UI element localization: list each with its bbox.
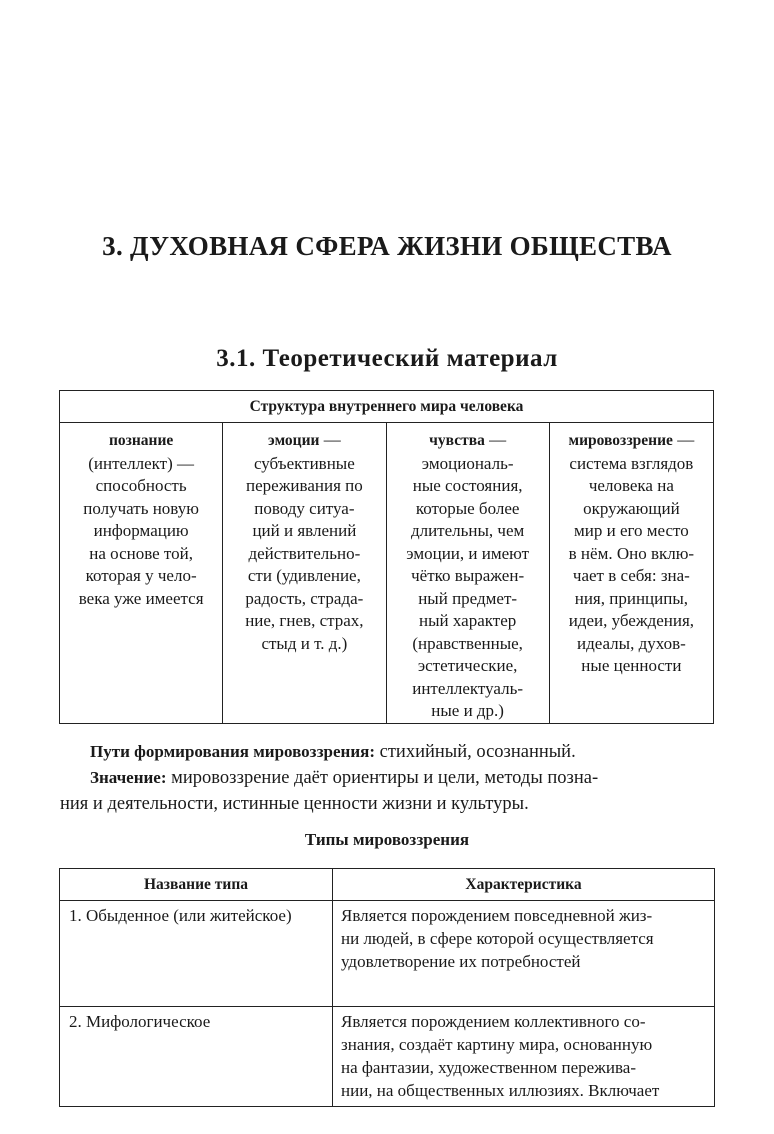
- term-worldview: мировоззрение: [568, 432, 673, 449]
- cell-line: человека на: [588, 476, 674, 495]
- type-characteristic: [333, 901, 715, 1007]
- cell-line: интеллектуаль-: [412, 678, 524, 698]
- cell-line: субъективные: [253, 453, 355, 473]
- type-characteristic: [333, 1007, 715, 1107]
- cell-line: эмоциональ-: [421, 453, 514, 473]
- paragraph-label: Пути формирования мировоззрения:: [90, 742, 375, 761]
- cell-line: ный характер: [419, 611, 517, 630]
- paragraph-text: стихийный, осознанный.: [375, 742, 576, 762]
- cell-line: чает в себя: зна-: [572, 566, 690, 585]
- cell-line: длительны, чем: [410, 521, 525, 540]
- cell-line: идеалы, духов-: [576, 633, 686, 653]
- structure-table: [59, 390, 714, 724]
- cell-line: поводу ситуа-: [254, 498, 355, 518]
- cell-line: действительно-: [248, 543, 361, 563]
- chapter-title: 3. ДУХОВНАЯ СФЕРА ЖИЗНИ ОБЩЕСТВА: [102, 231, 672, 261]
- cell-line: ные и др.): [431, 701, 504, 720]
- types-table: [59, 868, 715, 1107]
- paragraph-label: Значение:: [90, 768, 167, 787]
- column-header-characteristic: Характеристика: [333, 869, 715, 901]
- cell-line: ные состояния,: [412, 476, 523, 495]
- cell-line: система взглядов: [569, 453, 694, 473]
- meaning-paragraph: [60, 765, 716, 791]
- cell-line: Является порождением повседневной жиз-: [341, 906, 653, 925]
- worldview-formation-paragraph: [60, 739, 716, 765]
- table-row: [60, 1007, 715, 1107]
- cell-line: эмоции, и имеют: [406, 543, 530, 563]
- cell-line: получать новую: [83, 498, 199, 518]
- cell-line: ние, гнев, страх,: [245, 611, 364, 630]
- cell-line: сти (удивление,: [247, 566, 361, 585]
- cell-line: удовлетворение их потребностей: [341, 952, 581, 971]
- structure-table-header: Структура внутреннего мира человека: [60, 391, 713, 423]
- term-feelings: чувства: [429, 432, 485, 449]
- cell-line: в нём. Оно вклю-: [568, 543, 695, 563]
- cell-line: знания, создаёт картину мира, основанную: [341, 1035, 653, 1054]
- cell-line: ный предмет-: [418, 588, 518, 608]
- cell-line: окружающий: [583, 498, 680, 518]
- type-name: 1. Обыденное (или житейское): [60, 901, 333, 1007]
- cell-line: переживания по: [246, 476, 363, 495]
- cell-line: (интеллект) —: [88, 453, 194, 473]
- cell-line: ций и явлений: [252, 521, 357, 540]
- cell-line: ни людей, в сфере которой осуществляется: [341, 929, 654, 948]
- cell-line: на основе той,: [89, 543, 193, 563]
- type-name: 2. Мифологическое: [60, 1007, 333, 1107]
- structure-column-cognition: [60, 423, 223, 723]
- structure-column-worldview: мировоззрение — система взглядов человека на окружающий мир и его место в нём. Оно вклю- чает в себя: зна- ния, принципы, идеи, убеждения, идеалы, духов- ные ценности: [550, 423, 713, 723]
- types-table-header-row: [60, 869, 715, 901]
- paragraph-text: мировоззрение даёт ориентиры и цели, методы позна-: [166, 768, 599, 788]
- structure-column-emotions: эмоции — субъективные переживания по поводу ситуа- ций и явлений действительно- сти (удивление, радость, страда- ние, гнев, страх, стыд и т. д.): [223, 423, 386, 723]
- cell-line: стыд и т. д.): [261, 633, 348, 653]
- meaning-paragraph-line2: ния и деятельности, истинные ценности жизни и культуры.: [60, 794, 529, 814]
- types-title: Типы мировоззрения: [304, 830, 470, 849]
- structure-table-body: [60, 423, 713, 723]
- cell-line: чётко выражен-: [411, 566, 525, 585]
- table-row: [60, 901, 715, 1007]
- cell-line: ные ценности: [581, 656, 682, 675]
- cell-line: способность: [95, 476, 187, 495]
- cell-line: ния, принципы,: [574, 588, 689, 608]
- cell-line: на фантазии, художественном пережива-: [341, 1058, 637, 1077]
- cell-line: эстетические,: [417, 656, 518, 675]
- cell-line: века уже имеется: [78, 588, 204, 608]
- cell-line: идеи, убеждения,: [568, 611, 695, 630]
- cell-line: которая у чело-: [85, 566, 197, 585]
- cell-line: нии, на общественных иллюзиях. Включает: [341, 1081, 660, 1100]
- cell-line: которые более: [415, 498, 520, 518]
- cell-line: Является порождением коллективного со-: [341, 1012, 646, 1031]
- cell-line: радость, страда-: [245, 588, 364, 608]
- term-emotions: эмоции: [268, 432, 320, 449]
- cell-line: мир и его место: [573, 521, 689, 540]
- term-cognition: познание: [108, 432, 174, 449]
- section-title: 3.1. Теоретический материал: [216, 345, 558, 372]
- column-header-name: Название типа: [60, 869, 333, 901]
- cell-line: информацию: [93, 521, 189, 540]
- cell-line: (нравственные,: [412, 633, 523, 653]
- structure-column-feelings: чувства — эмоциональ- ные состояния, которые более длительны, чем эмоции, и имеют чётко выражен- ный предмет- ный характер (нравственные, эстетические, интеллектуаль- ные и др.): [387, 423, 550, 723]
